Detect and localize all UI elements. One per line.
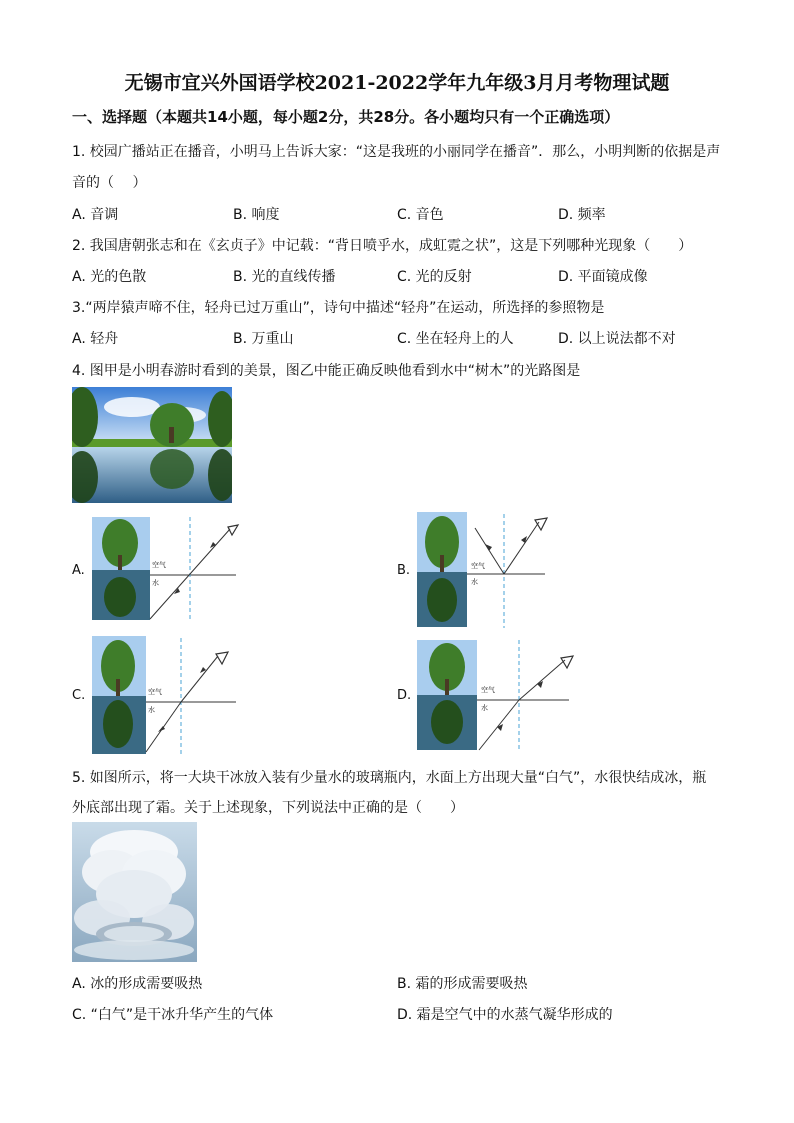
question-5-stem-line2: 外底部出现了霜。关于上述现象，下列说法中正确的是（ ） — [72, 800, 464, 816]
air-label-a: 空气 — [152, 561, 166, 569]
question-4-option-d-label: D. — [397, 688, 412, 703]
question-1-stem-line2: 音的（ ） — [72, 175, 147, 191]
air-label-d: 空气 — [481, 686, 495, 694]
question-3-option-d: D. 以上说法都不对 — [558, 331, 676, 347]
question-3-option-a: A. 轻舟 — [72, 331, 119, 347]
section-heading: 一、选择题（本题共14小题，每小题2分，共28分。各小题均只有一个正确选项） — [72, 108, 620, 126]
water-label-d: 水 — [481, 704, 488, 712]
question-4-stem: 4. 图甲是小明春游时看到的美景，图乙中能正确反映他看到水中“树木”的光路图是 — [72, 363, 581, 379]
question-3-stem: 3.“两岸猿声啼不住，轻舟已过万重山”，诗句中描述“轻舟”在运动，所选择的参照物是 — [72, 300, 605, 316]
question-1-option-d: D. 频率 — [558, 207, 606, 223]
question-5-stem-line1: 5. 如图所示，将一大块干冰放入装有少量水的玻璃瓶内，水面上方出现大量“白气”，水很快结成冰，瓶 — [72, 770, 707, 786]
question-4-option-a-label: A. — [72, 563, 85, 578]
air-label-b: 空气 — [471, 562, 485, 570]
question-5-option-d: D. 霜是空气中的水蒸气凝华形成的 — [397, 1007, 613, 1023]
question-2-option-a: A. 光的色散 — [72, 269, 147, 285]
water-label-c: 水 — [148, 706, 155, 714]
page-title: 无锡市宜兴外国语学校2021-2022学年九年级3月月考物理试题 — [124, 72, 670, 94]
question-3-option-b: B. 万重山 — [233, 331, 294, 347]
question-3-option-c: C. 坐在轻舟上的人 — [397, 331, 514, 347]
question-1-option-a: A. 音调 — [72, 207, 119, 223]
question-2-option-b: B. 光的直线传播 — [233, 269, 336, 285]
light-path-diagram-d — [415, 638, 575, 754]
question-1-option-c: C. 音色 — [397, 207, 444, 223]
question-5-option-b: B. 霜的形成需要吸热 — [397, 976, 528, 992]
question-5-option-c: C. “白气”是干冰升华产生的气体 — [72, 1007, 274, 1023]
question-1-option-b: B. 响度 — [233, 207, 280, 223]
question-2-option-c: C. 光的反射 — [397, 269, 472, 285]
landscape-photo — [72, 387, 232, 503]
light-path-diagram-c — [90, 634, 240, 756]
question-5-option-a: A. 冰的形成需要吸热 — [72, 976, 203, 992]
light-path-diagram-a — [90, 515, 240, 625]
question-1-stem-line1: 1. 校园广播站正在播音，小明马上告诉大家：“这是我班的小丽同学在播音”．那么，小明判断的依据是声 — [72, 144, 721, 160]
dry-ice-photo — [72, 822, 197, 962]
air-label-c: 空气 — [148, 688, 162, 696]
question-2-option-d: D. 平面镜成像 — [558, 269, 648, 285]
question-2-stem: 2. 我国唐朝张志和在《玄贞子》中记载：“背日喷乎水，成虹霓之状”，这是下列哪种光现象（ ） — [72, 238, 693, 254]
question-4-option-c-label: C. — [72, 688, 86, 703]
water-label-a: 水 — [152, 579, 159, 587]
light-path-diagram-b — [415, 510, 565, 630]
question-4-option-b-label: B. — [397, 563, 411, 578]
water-label-b: 水 — [471, 578, 478, 586]
